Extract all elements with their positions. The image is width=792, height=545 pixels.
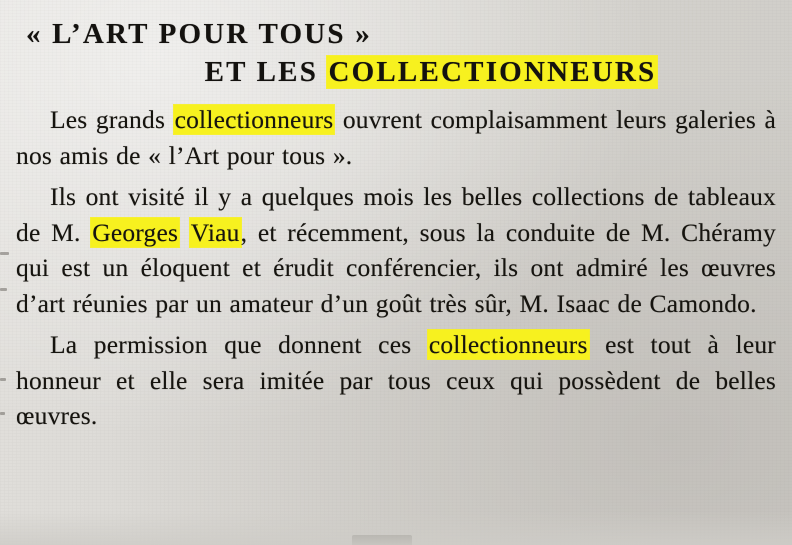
paragraph-2: [16, 179, 776, 321]
paragraph-3: [16, 327, 776, 434]
text-segment: [179, 218, 190, 247]
text-segment: La permission que donnent ces: [50, 330, 428, 359]
headline-line-1: « L’ART POUR TOUS »: [26, 18, 372, 50]
text-segment: est tout à leur honneur et elle sera imitée par tous ceux qui possèdent de belles œuvres.: [16, 330, 776, 430]
highlight-georges: Georges: [92, 217, 179, 247]
highlight-collectionneurs: collectionneurs: [174, 105, 334, 134]
highlight-viau: Viau: [190, 217, 240, 247]
headline-line-2-prefix: ET LES: [204, 56, 328, 88]
highlight-collectionneurs-2: collectionneurs: [428, 330, 588, 359]
paragraph-1: [16, 102, 776, 173]
next-article-fragment: [352, 535, 412, 545]
text-segment: , et récemment, sous la conduite de M. Chéramy qui est un éloquent et érudit conférencier, ils ont admiré les œuvres d’art réunies par un amateur d’un goût très sûr, M. Isaac de Camondo.: [16, 217, 776, 318]
headline-line-2: [16, 52, 776, 92]
headline-line-2-highlight: COLLECTIONNEURS: [328, 56, 657, 88]
text-segment: Ils ont visité il y a quelques mois les belles collections de tableaux de M.: [16, 182, 776, 247]
text-segment: ouvrent complaisamment leurs galeries à nos amis de « l’Art pour tous ».: [16, 105, 776, 170]
text-segment: Les grands: [50, 105, 174, 134]
